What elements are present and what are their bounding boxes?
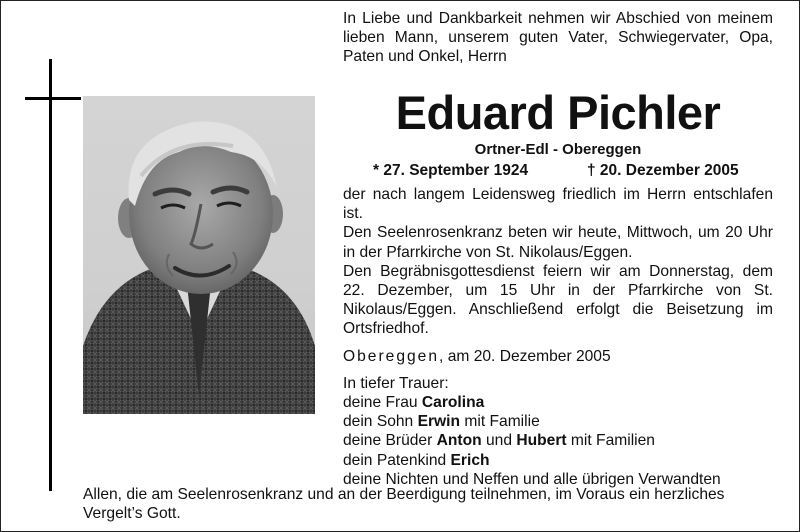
passing-text: der nach langem Leidensweg friedlich im Herrn entschlafen ist. [343,186,773,223]
mourner-godchild: dein Patenkind Erich [343,451,490,469]
mourning-heading: In tiefer Trauer: [343,374,449,392]
place-name: Obereggen [343,347,440,365]
deceased-name: Eduard Pichler [395,86,721,139]
portrait-photo [83,96,315,414]
mourners-list [343,374,773,489]
notice-body [343,185,773,489]
deceased-subtitle: Ortner-Edl - Obereggen [474,141,642,158]
mourner-brothers: deine Brüder Anton und Hubert mit Familien [343,432,655,450]
mourner-son: dein Sohn Erwin mit Familie [343,413,540,431]
notice-date: , am 20. Dezember 2005 [439,347,611,365]
place-date-line [343,347,773,366]
thanks-text: Allen, die am Seelenrosenkranz und an der Beerdigung teilnehmen, im Voraus ein herzliches Vergelt’s Gott. [83,486,725,523]
mourner-relatives: deine Nichten und Neffen und alle übrigen Verwandten [343,470,721,488]
intro-block [343,9,773,66]
cross-horizontal-bar [25,97,81,100]
funeral-text: Den Begräbnisgottesdienst feiern wir am Donnerstag, dem 22. Dezember, um 15 Uhr in der Pfarrkirche von St. Nikolaus/Eggen. Anschließend erfolgt die Beisetzung im Ortsfriedhof. [343,262,773,338]
rosary-text: Den Seelenrosenkranz beten wir heute, Mittwoch, um 20 Uhr in der Pfarrkirche von St. Nikolaus/Eggen. [343,224,773,261]
birth-date: * 27. September 1924 [373,162,529,179]
death-date: † 20. Dezember 2005 [587,162,739,179]
intro-text: In Liebe und Dankbarkeit nehmen wir Abschied von meinem lieben Mann, unserem guten Vater, Schwiegervater, Opa, Paten und Onkel, Herrn [343,10,773,65]
cross-vertical-bar [49,59,52,491]
mourner-wife: deine Frau Carolina [343,394,485,412]
